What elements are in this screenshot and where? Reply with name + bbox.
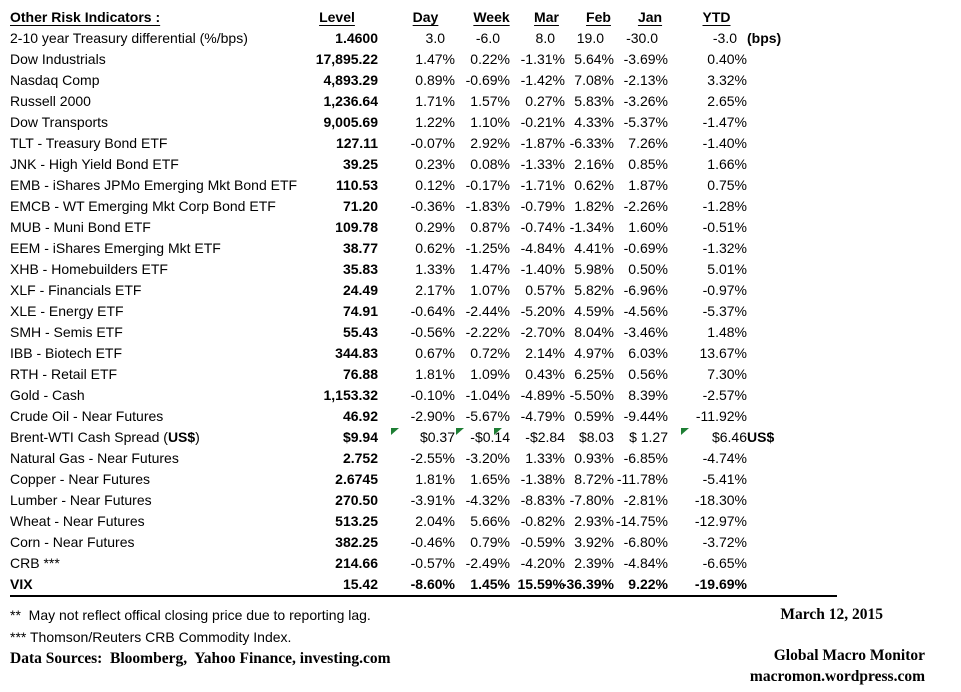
week-value: 1.09% [470,366,510,382]
level-value: 55.43 [342,324,378,340]
day-value: -0.07% [410,135,455,151]
unit-label [747,322,837,343]
level-value: 24.49 [342,282,378,298]
unit-label [747,280,837,301]
row-label: Corn - Near Futures [10,534,135,550]
row-label: JNK - High Yield Bond ETF [10,156,179,172]
unit-label [747,511,837,532]
row-label: Lumber - Near Futures [10,492,152,508]
day-value: -3.91% [410,492,455,508]
ytd-value: 13.67% [699,345,747,361]
day-value: 0.12% [415,177,455,193]
table-row [10,343,837,364]
row-label: Russell 2000 [10,93,91,109]
feb-value: 0.59% [574,408,614,424]
day-value: -0.46% [410,534,455,550]
row-label: IBB - Biotech ETF [10,345,123,361]
level-value: 1,153.32 [323,387,378,403]
day-value: 1.81% [415,471,455,487]
column-header-ytd: YTD [702,8,731,25]
publisher-url: macromon.wordpress.com [749,668,925,685]
table-row [10,322,837,343]
week-value: -0.69% [465,72,510,88]
mar-value: 8.0 [535,30,555,46]
table-row [10,70,837,91]
ytd-value: -1.28% [702,198,747,214]
mar-value: -0.21% [520,114,565,130]
ytd-value: -5.41% [702,471,747,487]
jan-value: -0.69% [623,240,668,256]
row-label: CRB *** [10,555,60,571]
table-row [10,280,837,301]
level-value: 127.11 [335,135,378,151]
column-header-mar: Mar [534,8,559,25]
unit-label: US$ [747,429,775,445]
week-value: -2.49% [465,555,510,571]
unit-label [747,448,837,469]
unit-label [747,343,837,364]
feb-value: 7.08% [574,72,614,88]
level-value: 270.50 [335,492,378,508]
jan-value: -4.84% [623,555,668,571]
row-label: SMH - Semis ETF [10,324,123,340]
unit-label [747,259,837,280]
week-value: -2.44% [465,303,510,319]
mar-value: -$2.84 [510,427,565,448]
mar-value: -1.87% [520,135,565,151]
day-value: 3.0 [425,30,445,46]
table-row [10,532,837,553]
table-row [10,217,837,238]
mar-value: -4.20% [520,555,565,571]
publisher-name: Global Macro Monitor [773,647,925,664]
footnote-double-star: ** May not reflect offical closing price due to reporting lag. [10,607,371,623]
week-value: 1.65% [470,471,510,487]
unit-label [747,70,837,91]
mar-value: -1.40% [520,261,565,277]
jan-value: -3.69% [623,51,668,67]
day-value: -0.56% [410,324,455,340]
mar-value: -0.74% [520,219,565,235]
level-value: 513.25 [335,513,378,529]
comment-flag-icon [681,428,689,435]
unit-label [747,49,837,70]
table-row [10,406,837,427]
feb-value: -1.34% [569,219,614,235]
level-value: 1,236.64 [323,93,378,109]
row-label: Crude Oil - Near Futures [10,408,164,424]
footnote-triple-star: *** Thomson/Reuters CRB Commodity Index. [10,629,292,645]
row-label: 2-10 year Treasury differential (%/bps) [10,30,248,46]
unit-label [747,217,837,238]
week-value: -1.04% [465,387,510,403]
mar-value: 0.57% [525,282,565,298]
day-value: -0.10% [410,387,455,403]
ytd-value: 1.66% [707,156,747,172]
feb-value: $8.03 [578,429,614,445]
week-value: 1.07% [470,282,510,298]
ytd-value: -3.72% [702,534,747,550]
mar-value: -4.89% [520,387,565,403]
feb-value: 4.41% [574,240,614,256]
mar-value: -1.33% [520,156,565,172]
level-value: 71.20 [342,198,378,214]
column-header-day: Day [412,8,439,25]
feb-value: 2.39% [574,555,614,571]
table-row [10,364,837,385]
ytd-value: 0.75% [707,177,747,193]
footnotes-block [10,604,391,687]
level-value: 76.88 [342,366,378,382]
ytd-value: -18.30% [694,492,747,508]
mar-value: -0.79% [520,198,565,214]
row-label: Gold - Cash [10,387,85,403]
mar-value: -1.31% [520,51,565,67]
jan-value: 6.03% [628,345,668,361]
table-row [10,448,837,469]
ytd-value: -1.40% [702,135,747,151]
mar-value: -4.84% [520,240,565,256]
feb-value: 5.82% [574,282,614,298]
day-value: -0.36% [410,198,455,214]
unit-label [747,133,837,154]
day-value: 1.81% [415,366,455,382]
ytd-value: -6.65% [702,555,747,571]
jan-value: -2.81% [623,492,668,508]
page-title-text: Other Risk Indicators : [10,8,161,25]
comment-flag-icon [456,428,464,435]
row-label: RTH - Retail ETF [10,366,118,382]
row-label: XLF - Financials ETF [10,282,142,298]
ytd-value: -0.51% [702,219,747,235]
row-label: Nasdaq Comp [10,72,100,88]
column-header-unit-spacer [747,5,837,28]
jan-value: 1.87% [628,177,668,193]
column-header-week: Week [473,8,510,25]
header-row [10,5,837,28]
level-value: 344.83 [335,345,378,361]
week-value: -6.0 [475,30,500,46]
feb-value: 6.25% [574,366,614,382]
day-value: -2.90% [410,408,455,424]
feb-value: 19.0 [576,30,604,46]
feb-value: 5.64% [574,51,614,67]
jan-value: -30.0 [626,30,658,46]
day-value: 2.17% [415,282,455,298]
mar-value: 2.14% [525,345,565,361]
jan-value: 9.22% [628,576,668,592]
comment-flag-icon [494,428,502,435]
feb-value: 1.82% [574,198,614,214]
row-label: EMCB - WT Emerging Mkt Corp Bond ETF [10,198,276,214]
day-value: 0.29% [415,219,455,235]
row-label: Copper - Near Futures [10,471,151,487]
level-value: 9,005.69 [323,114,378,130]
mar-value: -8.83% [520,492,565,508]
week-value: 2.92% [470,135,510,151]
feb-value: 2.16% [574,156,614,172]
ytd-value: 0.40% [707,51,747,67]
table-row [10,133,837,154]
mar-value: 0.27% [525,93,565,109]
jan-value: -6.96% [623,282,668,298]
mar-value: -0.59% [520,534,565,550]
day-value: 1.71% [415,93,455,109]
level-value: 382.25 [335,534,378,550]
week-value: 0.22% [470,51,510,67]
row-label: Dow Transports [10,114,109,130]
mar-value: -4.79% [520,408,565,424]
column-header-level: Level [319,8,355,25]
week-value: -2.22% [465,324,510,340]
unit-label [747,112,837,133]
jan-value: 1.60% [628,219,668,235]
level-value: 35.83 [342,261,378,277]
week-value: -5.67% [465,408,510,424]
jan-value: -6.80% [623,534,668,550]
feb-value: -36.39% [561,576,614,592]
day-value: 0.67% [415,345,455,361]
publisher-block [750,604,925,687]
comment-flag-icon [391,428,399,435]
unit-label [747,196,837,217]
risk-table [10,5,837,597]
week-value: 0.87% [470,219,510,235]
unit-label [747,364,837,385]
week-value: 0.08% [470,156,510,172]
level-value: 2.752 [342,450,378,466]
week-value: 1.57% [470,93,510,109]
jan-value: 0.56% [628,366,668,382]
row-label: Wheat - Near Futures [10,513,145,529]
ytd-value: -3.0 [712,30,737,46]
jan-value: -3.26% [623,93,668,109]
ytd-value: $6.46 [668,427,747,448]
ytd-value: -2.57% [702,387,747,403]
table-row [10,511,837,532]
report-date: March 12, 2015 [780,606,883,623]
week-value: 0.72% [470,345,510,361]
feb-value: 0.62% [574,177,614,193]
unit-label [747,406,837,427]
week-value: 1.45% [470,576,510,592]
level-value: 46.92 [342,408,378,424]
unit-label [747,301,837,322]
unit-label [747,154,837,175]
jan-value: $ 1.27 [629,429,668,445]
jan-value: 8.39% [628,387,668,403]
mar-value: -1.38% [520,471,565,487]
feb-value: -6.33% [569,135,614,151]
table-row [10,427,837,448]
jan-value: -6.85% [623,450,668,466]
row-label: XLE - Energy ETF [10,303,124,319]
mar-value: 1.33% [525,450,565,466]
day-value: 2.04% [415,513,455,529]
jan-value: 7.26% [628,135,668,151]
day-value: -8.60% [410,576,455,592]
unit-label [747,490,837,511]
day-value: -0.64% [410,303,455,319]
row-label: VIX [10,576,33,592]
week-value: 1.47% [470,261,510,277]
feb-value: 8.72% [574,471,614,487]
feb-value: 2.93% [574,513,614,529]
day-value: -0.57% [410,555,455,571]
mar-value: -2.70% [520,324,565,340]
jan-value: -5.37% [623,114,668,130]
ytd-value: -5.37% [702,303,747,319]
week-value: -4.32% [465,492,510,508]
unit-label [747,91,837,112]
mar-value: -0.82% [520,513,565,529]
feb-value: 4.97% [574,345,614,361]
feb-value: -7.80% [569,492,614,508]
level-value: 38.77 [342,240,378,256]
feb-value: 8.04% [574,324,614,340]
page-title [10,5,306,28]
day-value: $0.37 [378,427,455,448]
level-value: 4,893.29 [323,72,378,88]
jan-value: -14.75% [615,513,668,529]
row-label: Dow Industrials [10,51,106,67]
unit-label [747,238,837,259]
unit-label [747,553,837,574]
level-value: 17,895.22 [315,51,378,67]
ytd-value: -4.74% [702,450,747,466]
feb-value: 5.98% [574,261,614,277]
feb-value: 5.83% [574,93,614,109]
table-row [10,385,837,406]
column-header-feb: Feb [586,8,611,25]
level-value: 110.53 [335,177,378,193]
jan-value: -11.78% [616,471,668,487]
unit-label [747,469,837,490]
feb-value: 3.92% [574,534,614,550]
mar-value: 0.43% [525,366,565,382]
table-row [10,91,837,112]
ytd-value: 5.01% [707,261,747,277]
ytd-value: 3.32% [707,72,747,88]
level-value: $9.94 [342,429,378,445]
day-value: 0.62% [415,240,455,256]
feb-value: -5.50% [569,387,614,403]
row-label: EEM - iShares Emerging Mkt ETF [10,240,221,256]
ytd-value: 7.30% [707,366,747,382]
level-value: 109.78 [335,219,378,235]
table-row [10,49,837,70]
week-value: -0.17% [465,177,510,193]
table-row [10,490,837,511]
week-value: -3.20% [465,450,510,466]
level-value: 74.91 [342,303,378,319]
ytd-value: 2.65% [707,93,747,109]
level-value: 1.4600 [335,30,378,46]
row-label: Natural Gas - Near Futures [10,450,179,466]
mar-value: -1.71% [520,177,565,193]
unit-label [747,175,837,196]
mar-value: 15.59% [517,576,565,592]
jan-value: 0.85% [628,156,668,172]
table-row [10,238,837,259]
report-footer [10,604,925,687]
jan-value: -4.56% [623,303,668,319]
table-row [10,175,837,196]
row-label: Brent-WTI Cash Spread (US$) [10,429,200,445]
jan-value: -2.26% [623,198,668,214]
table-row [10,469,837,490]
row-label: MUB - Muni Bond ETF [10,219,151,235]
day-value: 1.33% [415,261,455,277]
mar-value: -1.42% [520,72,565,88]
ytd-value: -12.97% [694,513,747,529]
table-row [10,553,837,574]
unit-label [747,574,837,596]
ytd-value: -1.32% [702,240,747,256]
mar-value: -5.20% [520,303,565,319]
table-row [10,301,837,322]
feb-value: 4.59% [574,303,614,319]
level-value: 39.25 [342,156,378,172]
ytd-value: -0.97% [702,282,747,298]
week-value: -1.83% [465,198,510,214]
day-value: 0.89% [415,72,455,88]
table-row [10,154,837,175]
ytd-value: 1.48% [707,324,747,340]
level-value: 2.6745 [335,471,378,487]
ytd-value: -1.47% [702,114,747,130]
ytd-value: -11.92% [695,408,747,424]
jan-value: 0.50% [628,261,668,277]
column-header-jan: Jan [637,8,663,25]
jan-value: -2.13% [623,72,668,88]
week-value: 1.10% [470,114,510,130]
day-value: 1.22% [415,114,455,130]
data-sources-line: Data Sources: Bloomberg, Yahoo Finance, investing.com [10,650,391,667]
week-value: -1.25% [465,240,510,256]
week-value: 5.66% [470,513,510,529]
table-row [10,259,837,280]
jan-value: -3.46% [623,324,668,340]
feb-value: 0.93% [574,450,614,466]
level-value: 214.66 [335,555,378,571]
day-value: -2.55% [410,450,455,466]
table-row [10,112,837,133]
unit-label [747,532,837,553]
day-value: 1.47% [415,51,455,67]
feb-value: 4.33% [574,114,614,130]
table-row [10,28,837,49]
unit-label: (bps) [747,30,782,46]
ytd-value: -19.69% [694,576,747,592]
week-value: 0.79% [470,534,510,550]
row-label: EMB - iShares JPMo Emerging Mkt Bond ETF [10,177,298,193]
day-value: 0.23% [415,156,455,172]
table-row [10,196,837,217]
unit-label [747,385,837,406]
level-value: 15.42 [342,576,378,592]
row-label: TLT - Treasury Bond ETF [10,135,168,151]
jan-value: -9.44% [623,408,668,424]
table-row [10,574,837,596]
week-value: -$0.14 [455,427,510,448]
row-label: XHB - Homebuilders ETF [10,261,168,277]
